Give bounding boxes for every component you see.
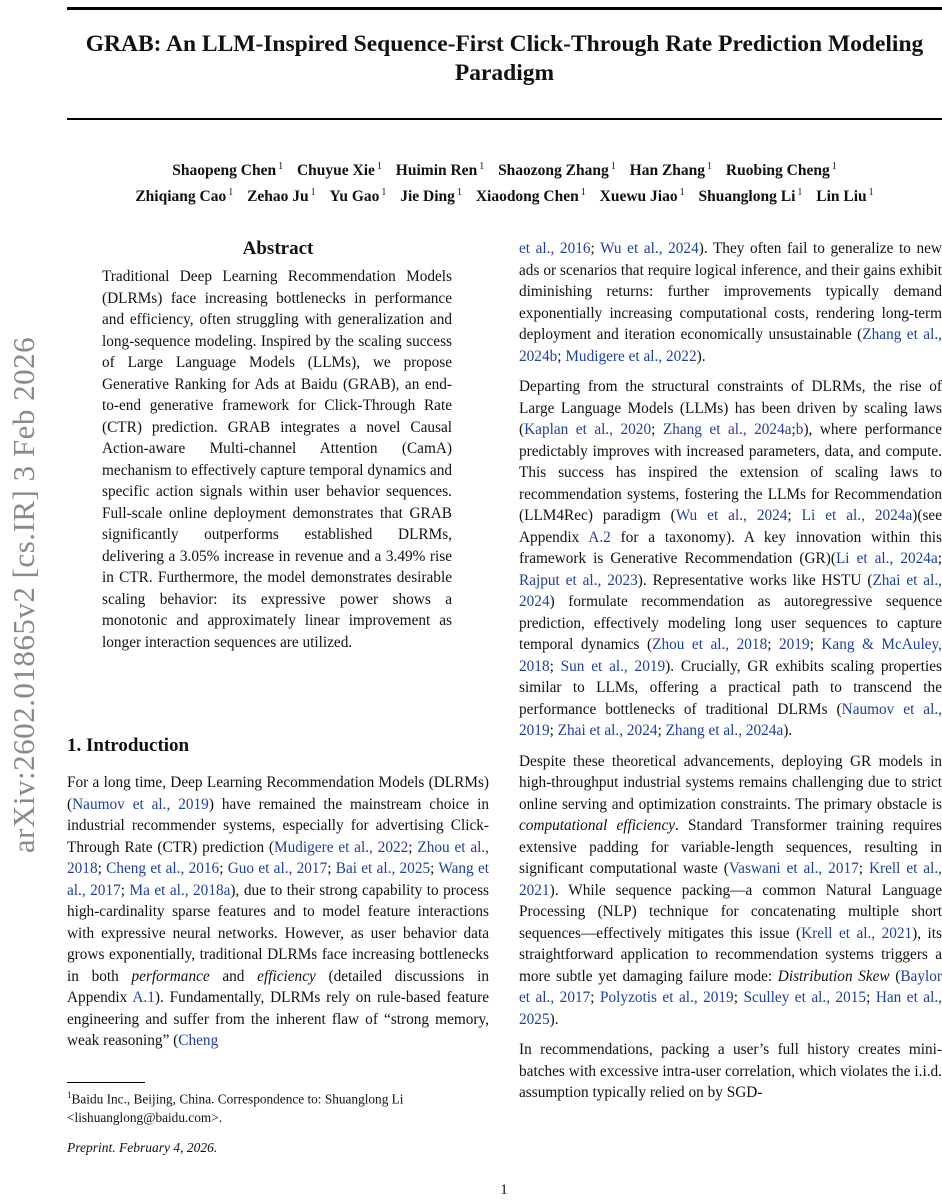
body-text: ; — [408, 838, 418, 856]
footnote-mark: 1 — [67, 1090, 72, 1100]
citation-link[interactable]: Kaplan et al., 2020 — [524, 421, 652, 438]
author-name: Shuanglong Li $^1$ — [698, 187, 803, 205]
body-text: ; — [430, 860, 439, 877]
citation-link[interactable]: Li et al., 2024a — [835, 550, 938, 567]
affiliation-mark: 1 — [228, 187, 234, 198]
intro-paragraph — [67, 772, 489, 1052]
citation-link[interactable]: Naumov et al., 2019 — [72, 795, 209, 813]
affiliation-mark: 1 — [707, 161, 713, 172]
emphasis-text: performance — [131, 967, 210, 985]
author-name: Huimin Ren $^1$ — [395, 161, 485, 179]
body-paragraph — [519, 238, 942, 367]
author-name: Zehao Ju $^1$ — [247, 187, 316, 205]
citation-link[interactable]: Wu et al., 2024 — [675, 507, 788, 524]
citation-link[interactable]: b — [795, 421, 804, 438]
body-text: ). Crucially, GR exhibits scaling properties similar to LLMs, offering a practical path to transcend the performance bottlenecks of traditional DLRMs ( — [519, 657, 942, 718]
emphasis-text: computational efficiency — [519, 817, 676, 834]
author-name: Shaopeng Chen $^1$ — [172, 161, 284, 179]
citation-link[interactable]: Zhang et al., 2024b — [519, 326, 942, 365]
body-text: ; — [787, 507, 802, 524]
citation-link[interactable]: et al., 2016 — [519, 240, 591, 257]
citation-link[interactable]: Bai et al., 2025 — [335, 860, 431, 877]
author-name: Xuewu Jiao $^1$ — [599, 187, 685, 205]
body-text: ). — [549, 1010, 559, 1028]
citation-link[interactable]: Wu et al., 2024 — [600, 240, 699, 257]
affiliation-mark: 1 — [580, 187, 586, 198]
body-text: ; — [937, 550, 942, 567]
citation-link[interactable]: Zhai et al., 2024 — [557, 722, 658, 739]
body-text: ). While sequence packing—a common Natural Language Processing (NLP) technique for concatenating multiple short sequences—effectively mitigates this issue ( — [519, 881, 942, 942]
affiliation-mark: 1 — [679, 187, 685, 198]
citation-link[interactable]: Krell et al., 2021 — [519, 860, 942, 899]
body-text: Despite these theoretical advancements, deploying GR models in high-throughput industrial systems remains challenging due to strict online serving and optimization constraints. The primary obstacle is — [519, 752, 942, 813]
body-text: For a long time, Deep Learning Recommendation Models (DLRMs) ( — [67, 774, 489, 813]
right-column — [519, 238, 942, 1113]
body-text: ; — [866, 989, 876, 1006]
body-text: ; — [590, 989, 601, 1006]
abstract-body: Traditional Deep Learning Recommendation Models (DLRMs) face increasing bottlenecks in performance and efficiency, often struggling with generalization and long-sequence modeling. Inspired by the scaling success of Large Language Models (LLMs), we propose Generative Ranking for Ads at Baidu (GRAB), an end-to-end generative framework for Click-Through Rate (CTR) prediction. GRAB integrates a novel Causal Action-aware Multi-channel Attention (CamA) mechanism to effectively capture temporal dynamics and specific action signals within user behavior sequences. Full-scale online deployment demonstrates that GRAB significantly outperforms established DLRMs, delivering a 3.05% increase in revenue and a 3.49% rise in CTR. Furthermore, the model demonstrates desirable scaling behavior: its expressive power shows a monotonic and approximately linear improvement as longer interaction sequences are utilized. — [102, 268, 452, 651]
preprint-note: Preprint. February 4, 2026. — [67, 1140, 218, 1155]
body-text: ; — [327, 860, 336, 877]
affiliation-mark: 1 — [376, 161, 382, 172]
author-name: Shaozong Zhang $^1$ — [498, 161, 616, 179]
emphasis-text: efficiency — [257, 967, 316, 985]
body-text: ; — [557, 347, 566, 365]
body-text: In recommendations, packing a user’s full history creates mini-batches with excessive intra-user correlation, which violates the i.i.d. assumption typically relied on by SGD- — [519, 1041, 942, 1101]
author-name: Zhiqiang Cao $^1$ — [135, 187, 234, 205]
body-text: ), its straightforward application to recommendation systems triggers a more subtle yet damaging failure mode: — [519, 924, 942, 985]
body-text: ( — [889, 967, 901, 985]
author-name: Jie Ding $^1$ — [400, 187, 462, 205]
body-text: ). — [696, 347, 706, 365]
body-text: ; — [651, 421, 663, 438]
intro-heading: 1. Introduction — [67, 735, 190, 756]
body-text: ). — [783, 722, 793, 739]
body-text: Departing from the structural constraints of DLRMs, the rise of Large Language Models (LLMs) has been driven by scaling laws ( — [519, 378, 942, 438]
citation-link[interactable]: A.1 — [132, 989, 155, 1006]
body-text: ), due to their strong capability to process high-cardinality sparse features and to model feature interactions with expressive neural networks. However, as user behavior data grows exponentially, traditional DLRMs face increasing bottlenecks in both — [67, 881, 489, 985]
body-text: . Standard Transformer training requires extensive padding for variable-length sequences, resulting in significant computational waste ( — [519, 817, 942, 877]
title-rule-top — [67, 7, 942, 10]
affiliation-mark: 1 — [479, 161, 485, 172]
citation-link[interactable]: Vaswani et al., 2017 — [728, 860, 859, 877]
body-text: ; — [97, 860, 107, 877]
citation-link[interactable]: 2019 — [779, 636, 810, 653]
citation-link[interactable]: Mudigere et al., 2022 — [565, 347, 697, 365]
body-text: ), where performance predictably improves with increased parameters, data, and compute. This success has inspired the extension of scaling laws to recommendation systems, fostering the LLMs for Recommendation (LLM4Rec) paradigm ( — [519, 421, 942, 524]
citation-link[interactable]: Mudigere et al., 2022 — [274, 838, 409, 856]
body-text: ; — [791, 421, 796, 438]
affiliation-mark: 1 — [456, 187, 462, 198]
citation-link[interactable]: Li et al., 2024a — [801, 507, 913, 524]
body-text: ; — [809, 636, 822, 653]
author-list — [67, 156, 942, 208]
citation-link[interactable]: Polyzotis et al., 2019 — [600, 989, 734, 1006]
footnote — [67, 1086, 489, 1127]
arxiv-stamp-text: arXiv:2602.01865v2 [cs.IR] 3 Feb 2026 — [6, 336, 42, 854]
affiliation-mark: 1 — [797, 187, 803, 198]
paper-title: GRAB: An LLM-Inspired Sequence-First Click-Through Rate Prediction Modeling Paradigm — [85, 31, 924, 86]
citation-link[interactable]: Krell et al., 2021 — [801, 924, 913, 942]
affiliation-mark: 1 — [278, 161, 284, 172]
author-name: Ruobing Cheng $^1$ — [725, 161, 837, 179]
author-name: Xiaodong Chen $^1$ — [475, 187, 586, 205]
author-name: Han Zhang $^1$ — [629, 161, 713, 179]
citation-link[interactable]: Zhou et al., 2018 — [67, 838, 490, 877]
body-paragraph — [519, 751, 942, 1031]
body-text: ; — [549, 722, 558, 739]
author-name: Lin Liu $^1$ — [816, 187, 874, 205]
citation-link[interactable]: Zhou et al., 2018 — [652, 636, 768, 653]
citation-link[interactable]: Han et al., 2025 — [519, 989, 942, 1028]
body-text: ; — [767, 636, 779, 653]
footnote-rule — [67, 1082, 145, 1083]
body-text: ). Fundamentally, DLRMs rely on rule-based feature engineering and suffer from the inherent flaw of “strong memory, weak reasoning” ( — [67, 989, 489, 1049]
citation-link[interactable]: Zhai et al., 2024 — [519, 571, 942, 610]
citation-link[interactable]: Baylor et al., 2017 — [519, 967, 942, 1006]
affiliation-mark: 1 — [831, 161, 837, 172]
body-text: (detailed discussions in Appendix — [67, 967, 489, 1006]
page-number: 1 — [500, 1182, 508, 1198]
citation-link[interactable]: Zhang et al., 2024a — [665, 722, 784, 739]
body-text: ). Representative works like HSTU ( — [637, 571, 873, 589]
citation-link[interactable]: Sun et al., 2019 — [560, 657, 666, 675]
author-name: Chuyue Xie $^1$ — [296, 161, 382, 179]
body-paragraph — [519, 1039, 942, 1104]
citation-link[interactable]: Cheng — [178, 1032, 219, 1049]
affiliation-mark: 1 — [310, 187, 316, 198]
affiliation-mark: 1 — [868, 187, 874, 198]
body-text: ) have remained the mainstream choice in industrial recommender systems, especially for advertising Click-Through Rate (CTR) prediction ( — [67, 795, 489, 856]
title-rule-bottom — [67, 118, 942, 120]
author-name: Yu Gao $^1$ — [329, 187, 387, 205]
body-text: ; — [657, 722, 666, 739]
body-text: ; — [858, 860, 869, 877]
body-text: ; — [219, 860, 228, 877]
citation-link[interactable]: Rajput et al., 2023 — [519, 571, 638, 589]
body-text: ; — [120, 881, 130, 899]
citation-link[interactable]: Ma et al., 2018a — [129, 881, 231, 899]
citation-link[interactable]: Zhang et al., 2024a — [662, 421, 792, 438]
citation-link[interactable]: A.2 — [588, 528, 611, 546]
body-text: ; — [549, 657, 561, 675]
citation-link[interactable]: Guo et al., 2017 — [227, 860, 328, 877]
body-text: ; — [590, 240, 601, 257]
citation-link[interactable]: Wang et al., 2017 — [67, 860, 490, 899]
affiliation-mark: 1 — [610, 161, 616, 172]
body-paragraph — [519, 376, 942, 742]
footnote-text: Baidu Inc., Beijing, China. Correspondence to: Shuanglong Li <lishuanglong@baidu.com>. — [67, 1091, 404, 1126]
body-text: ; — [733, 989, 744, 1006]
emphasis-text: Distribution Skew — [777, 967, 890, 985]
body-text: ). They often fail to generalize to new ads or scenarios that require logical inference, and their gains exhibit diminishing returns: further improvements typically demand exponentially increasing computational costs, rendering long-term deployment and iteration economically unsustainable ( — [519, 240, 942, 343]
affiliation-mark: 1 — [381, 187, 387, 198]
citation-link[interactable]: Sculley et al., 2015 — [743, 989, 867, 1006]
citation-link[interactable]: Naumov et al., 2019 — [519, 700, 942, 739]
body-text: and — [209, 967, 258, 985]
citation-link[interactable]: Cheng et al., 2016 — [106, 860, 220, 877]
citation-link[interactable]: Kang & McAuley, 2018 — [519, 636, 942, 675]
arxiv-stamp — [2, 285, 46, 905]
body-text: ) formulate recommendation as autoregressive sequence prediction, effectively modeling long user sequences to capture temporal dynamics ( — [519, 593, 942, 653]
body-text: for a taxonomy). A key innovation within this framework is Generative Recommendation (GR)( — [519, 528, 942, 567]
body-text: )(see Appendix — [519, 507, 942, 546]
abstract-heading: Abstract — [242, 238, 314, 259]
